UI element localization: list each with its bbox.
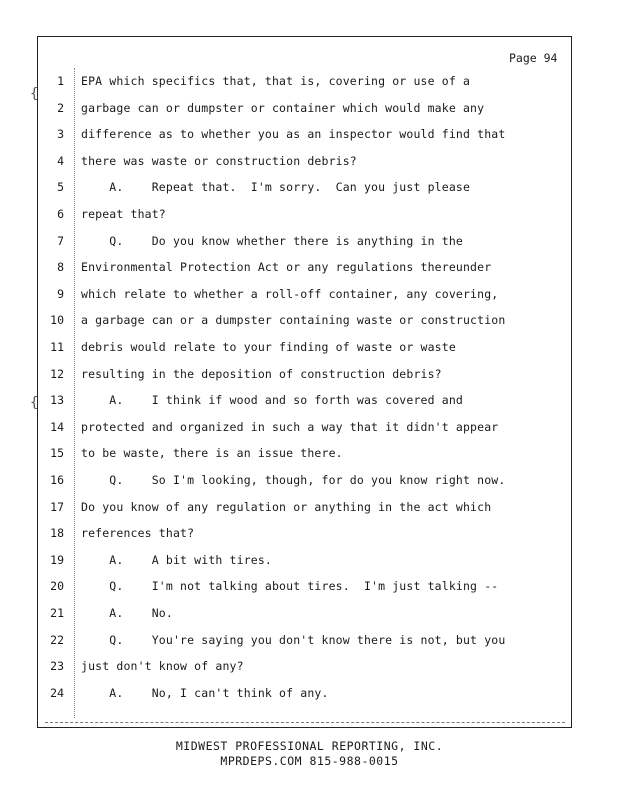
footer-company: MIDWEST PROFESSIONAL REPORTING, INC.: [175, 739, 444, 753]
line-number: 12: [50, 366, 64, 381]
line-text: resulting in the deposition of construction debris?: [81, 366, 442, 381]
line-text: Q. So I'm looking, though, for do you know right now.: [81, 473, 506, 487]
line-number: 7: [57, 233, 64, 248]
line-text: Q. You're saying you don't know there is not, but you: [81, 632, 506, 647]
bottom-rule: [45, 722, 565, 723]
line-number: 22: [50, 632, 64, 647]
line-text: A. Repeat that. I'm sorry. Can you just please: [81, 180, 471, 195]
line-text: there was waste or construction debris?: [81, 153, 357, 168]
line-number: 10: [50, 313, 64, 328]
line-text: A. I think if wood and so forth was covered and: [81, 393, 463, 408]
line-text: just don't know of any?: [81, 659, 244, 674]
line-text: which relate to whether a roll-off container, any covering,: [81, 286, 499, 301]
line-text: repeat that?: [81, 207, 166, 221]
line-text: difference as to whether you as an inspector would find that: [81, 127, 506, 142]
line-number: 8: [57, 260, 64, 275]
line-text: garbage can or dumpster or container which would make any: [81, 100, 485, 115]
line-number: 1: [57, 74, 64, 88]
line-number: 18: [50, 526, 64, 541]
line-number: 4: [57, 153, 64, 168]
line-text: references that?: [81, 526, 195, 541]
line-text: A. No, I can't think of any.: [81, 685, 329, 700]
line-number: 23: [50, 659, 64, 674]
line-number: 15: [50, 446, 64, 461]
line-text: EPA which specifics that, that is, covering or use of a: [81, 74, 471, 88]
line-number: 3: [57, 127, 64, 142]
line-text: protected and organized in such a way that it didn't appear: [81, 419, 499, 434]
line-number: 19: [50, 552, 64, 567]
line-text: debris would relate to your finding of waste or waste: [81, 340, 456, 354]
line-number: 9: [57, 286, 64, 301]
line-text: Environmental Protection Act or any regulations thereunder: [81, 260, 492, 275]
line-number: 17: [50, 499, 64, 514]
line-text: Q. Do you know whether there is anything in the: [81, 233, 463, 248]
line-text: Do you know of any regulation or anything in the act which: [81, 499, 492, 514]
line-number: 21: [50, 606, 64, 620]
binding-mark-bottom: {: [30, 395, 39, 411]
line-number: 24: [50, 685, 64, 700]
line-number: 16: [50, 473, 64, 487]
line-text: a garbage can or a dumpster containing waste or construction: [81, 313, 506, 328]
line-number: 5: [57, 180, 64, 195]
footer-contact: MPRDEPS.COM 815-988-0015: [220, 754, 399, 768]
line-text: A. A bit with tires.: [81, 552, 272, 567]
line-number: 20: [50, 579, 64, 594]
line-number: 6: [57, 207, 64, 221]
line-number: 14: [50, 419, 64, 434]
margin-rule: [74, 68, 75, 718]
line-number: 13: [50, 393, 64, 408]
line-text: A. No.: [81, 606, 173, 620]
binding-mark-top: {: [30, 86, 39, 102]
page-number: Page 94: [509, 51, 558, 65]
line-number: 2: [57, 100, 64, 115]
line-number: 11: [50, 340, 64, 354]
line-text: Q. I'm not talking about tires. I'm just talking --: [81, 579, 499, 594]
line-text: to be waste, there is an issue there.: [81, 446, 343, 461]
